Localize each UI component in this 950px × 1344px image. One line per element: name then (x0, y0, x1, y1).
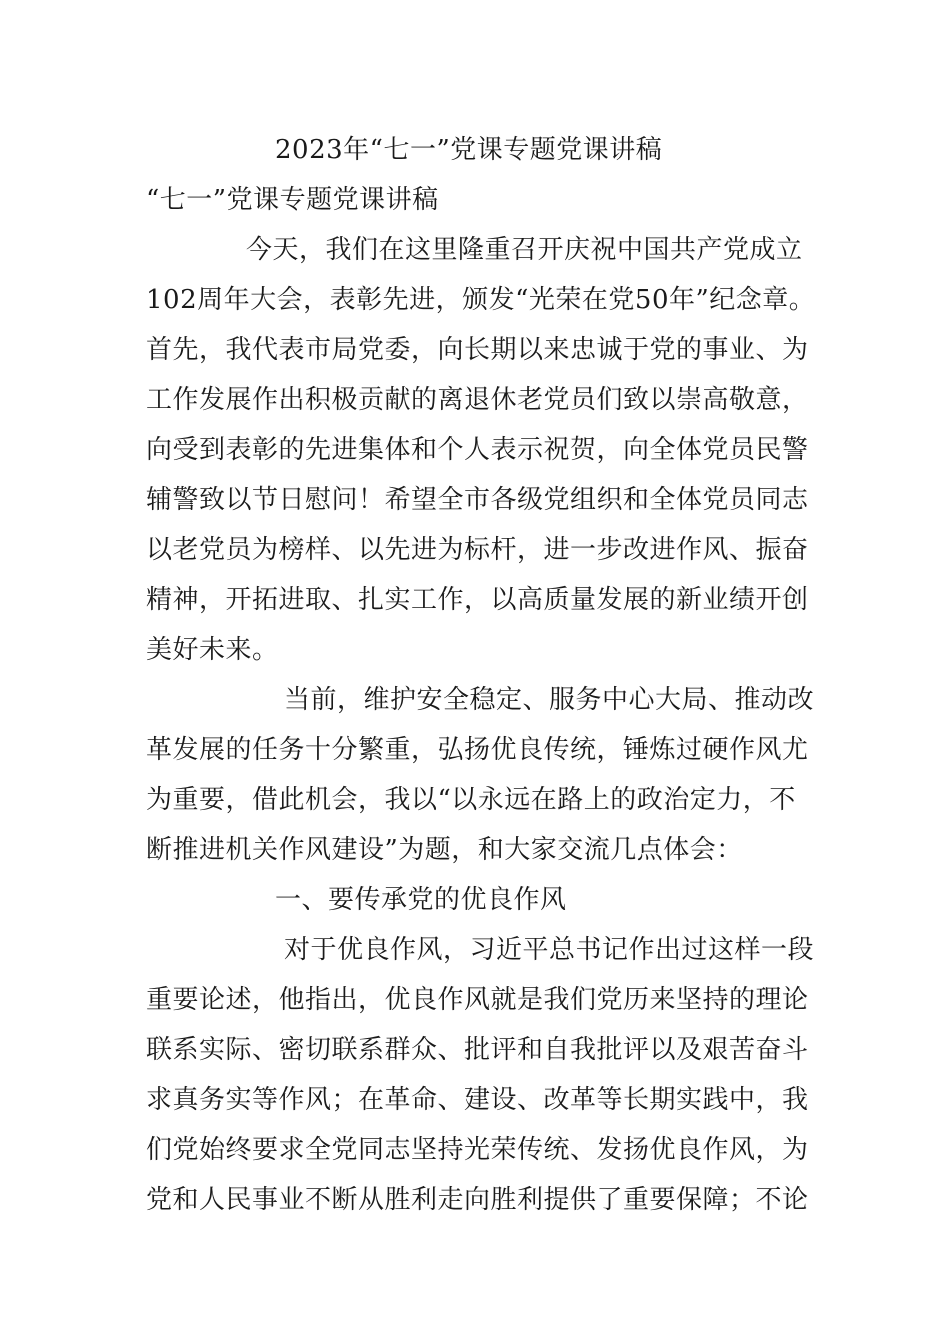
paragraph-line: 当前，维护安全稳定、服务中心大局、推动改 (284, 685, 815, 715)
paragraph-line: 精神，开拓进取、扎实工作，以高质量发展的新业绩开创 (146, 585, 809, 615)
paragraph-line: 对于优良作风，习近平总书记作出过这样一段 (284, 935, 815, 965)
section-heading: 一、要传承党的优良作风 (275, 885, 567, 915)
paragraph-line: 求真务实等作风；在革命、建设、改革等长期实践中，我 (146, 1085, 809, 1115)
paragraph-line: 102周年大会，表彰先进，颁发“光荣在党50年”纪念章。 (146, 285, 816, 315)
paragraph-line: 断推进机关作风建设”为题，和大家交流几点体会： (146, 835, 743, 865)
document-title: 2023年“七一”党课专题党课讲稿 (275, 135, 663, 165)
paragraph-line: 辅警致以节日慰问！希望全市各级党组织和全体党员同志 (146, 485, 809, 515)
paragraph-line: 向受到表彰的先进集体和个人表示祝贺，向全体党员民警 (146, 435, 809, 465)
paragraph-line: 联系实际、密切联系群众、批评和自我批评以及艰苦奋斗 (146, 1035, 809, 1065)
paragraph-line: 革发展的任务十分繁重，弘扬优良传统，锤炼过硬作风尤 (146, 735, 809, 765)
paragraph-line: 今天，我们在这里隆重召开庆祝中国共产党成立 (246, 235, 803, 265)
paragraph-line: 们党始终要求全党同志坚持光荣传统、发扬优良作风，为 (146, 1135, 809, 1165)
paragraph-line: 为重要，借此机会，我以“以永远在路上的政治定力，不 (146, 785, 796, 815)
paragraph-line: 首先，我代表市局党委，向长期以来忠诚于党的事业、为 (146, 335, 809, 365)
document-subtitle: “七一”党课专题党课讲稿 (146, 185, 439, 215)
paragraph-line: 工作发展作出积极贡献的离退休老党员们致以崇高敬意， (146, 385, 809, 415)
paragraph-line: 党和人民事业不断从胜利走向胜利提供了重要保障；不论 (146, 1185, 809, 1215)
paragraph-line: 以老党员为榜样、以先进为标杆，进一步改进作风、振奋 (146, 535, 809, 565)
paragraph-line: 美好未来。 (146, 635, 279, 665)
paragraph-line: 重要论述，他指出，优良作风就是我们党历来坚持的理论 (146, 985, 809, 1015)
